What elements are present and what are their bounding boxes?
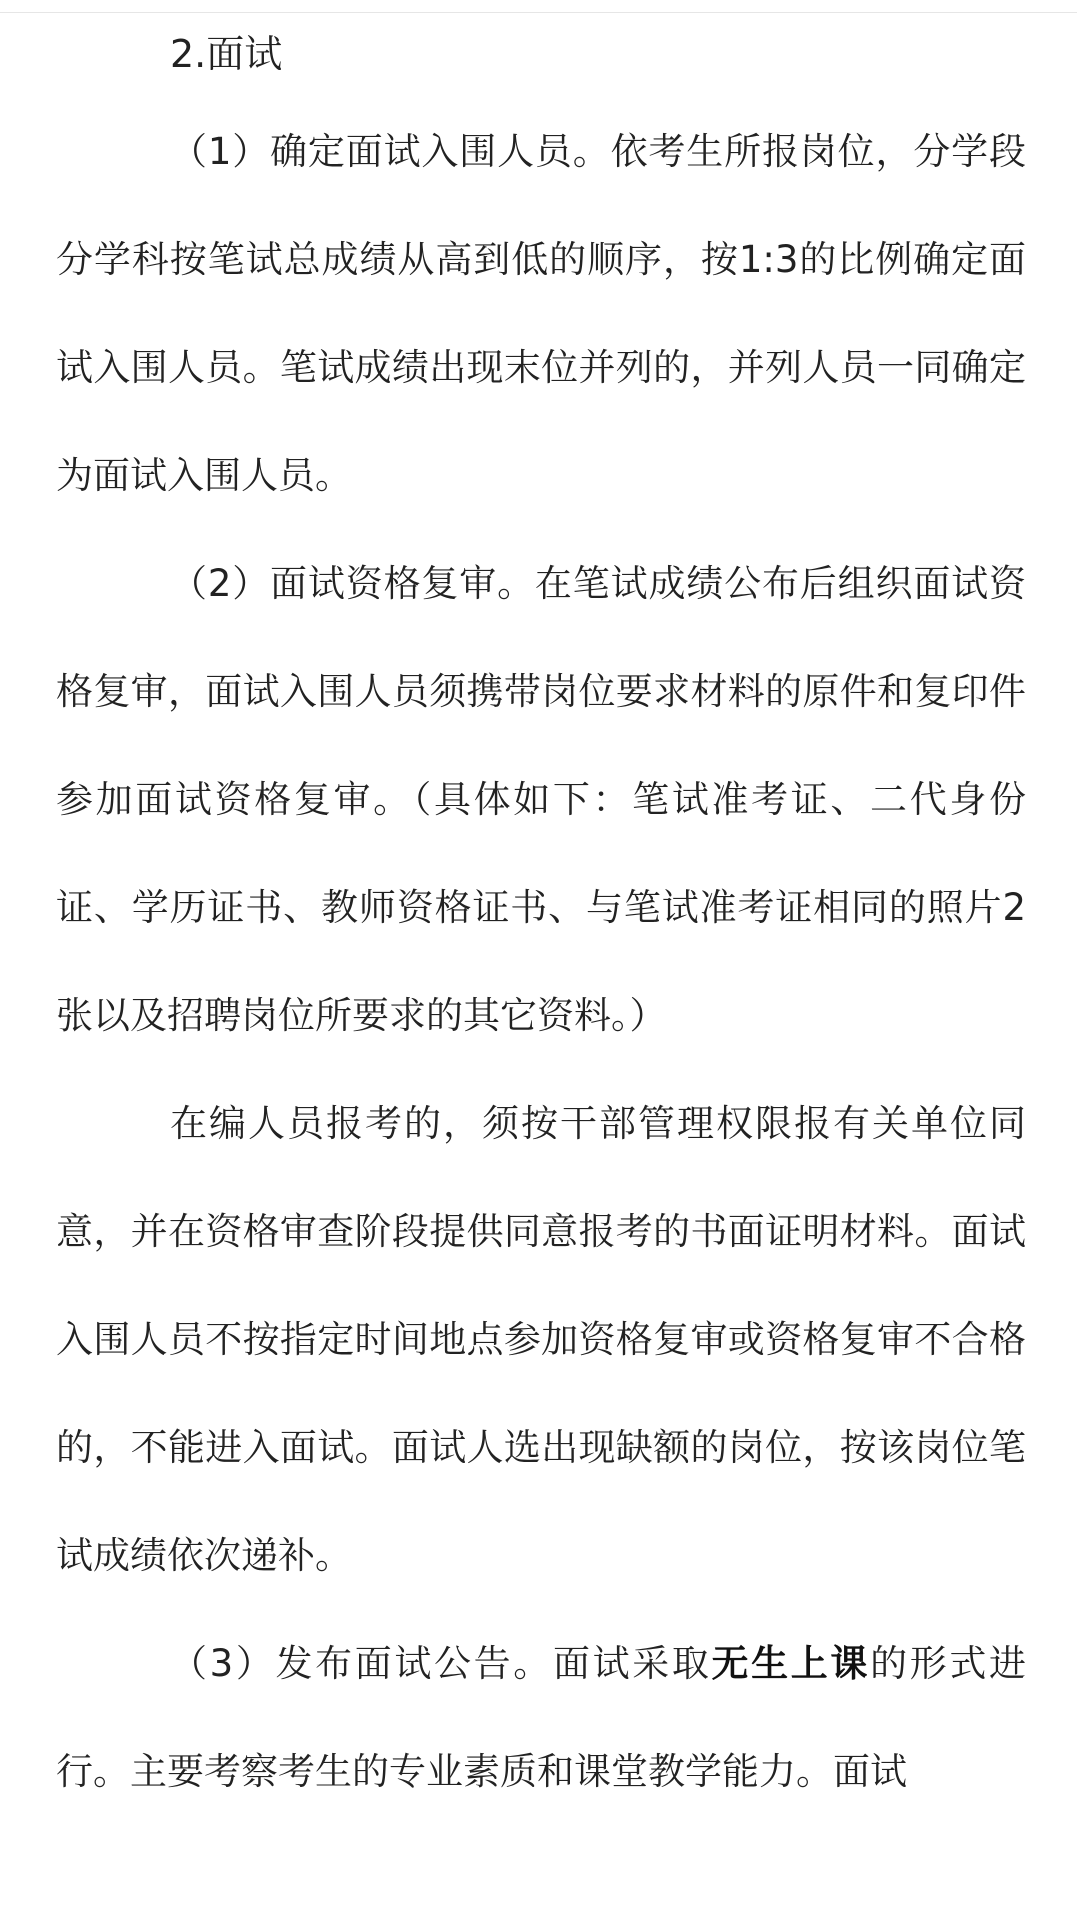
section-heading: 2.面试 [170, 32, 283, 76]
paragraph-interview-announcement [56, 1610, 1026, 1826]
article-body [56, 22, 1026, 1826]
paragraph-qualification-review: （2）面试资格复审。在笔试成绩公布后组织面试资格复审，面试入围人员须携带岗位要求材料的原件和复印件参加面试资格复审。（具体如下：笔试准考证、二代身份证、学历证书、教师资格证书、与笔试准考证相同的照片2张以及招聘岗位所要求的其它资料。） [56, 562, 1026, 1037]
top-divider [0, 0, 1077, 13]
emphasis-no-student-lecture: 无生上课 [711, 1642, 871, 1685]
paragraph-text-end: 的形式进行。主要考察考生的专业素质和课堂教学能力。面试 [56, 1642, 1026, 1793]
paragraph-staff-applicants: 在编人员报考的，须按干部管理权限报有关单位同意，并在资格审查阶段提供同意报考的书面证明材料。面试入围人员不按指定时间地点参加资格复审或资格复审不合格的，不能进入面试。面试人选出现缺额的岗位，按该岗位笔试成绩依次递补。 [56, 1102, 1026, 1577]
paragraph-text-start: （3）发布面试公告。面试采取 [170, 1642, 712, 1685]
paragraph-interview-shortlist: （1）确定面试入围人员。依考生所报岗位，分学段分学科按笔试总成绩从高到低的顺序，按1:3的比例确定面试入围人员。笔试成绩出现末位并列的，并列人员一同确定为面试入围人员。 [56, 130, 1026, 497]
